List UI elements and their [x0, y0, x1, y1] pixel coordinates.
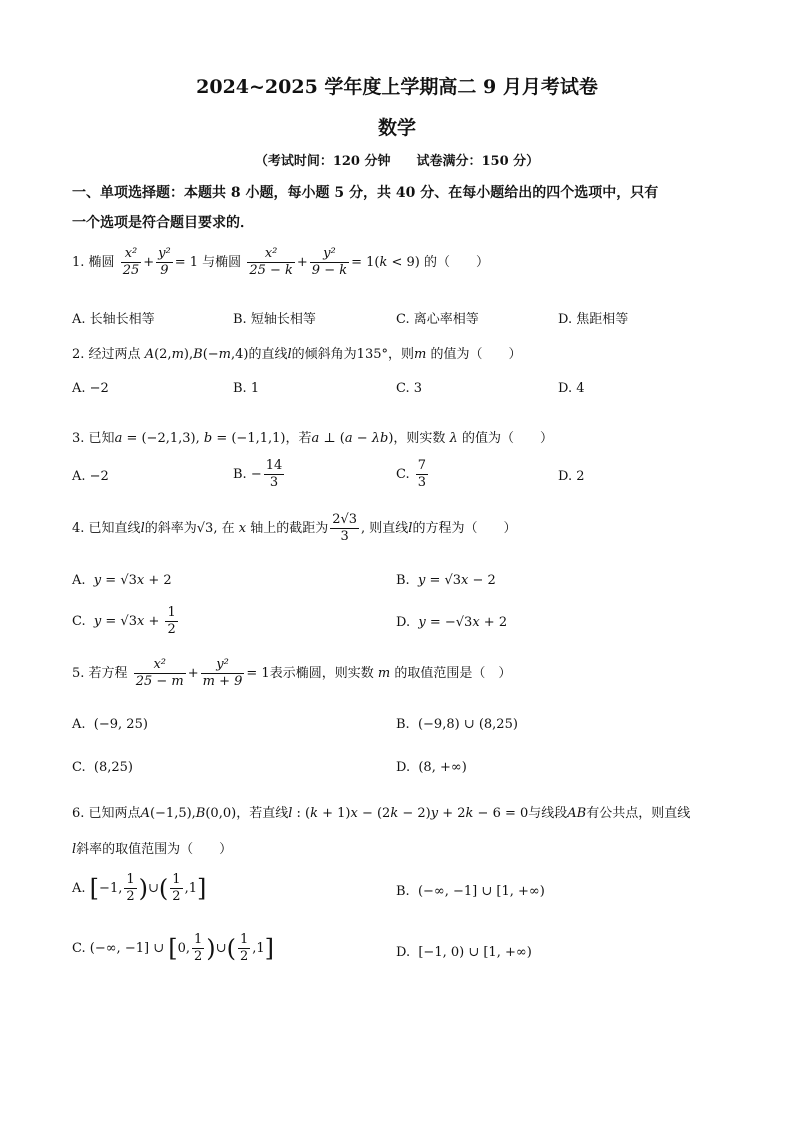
question-text: 的方程为（ ）: [412, 521, 517, 536]
question-number: 6.: [72, 806, 85, 821]
question-text: ，则: [388, 347, 415, 362]
section-heading-line1: 一、单项选择题：本题共 8 小题，每小题 5 分，共 40 分、在每小题给出的四个选项中，只有: [72, 185, 659, 201]
q5-option-a: A. (−9, 25): [72, 717, 148, 732]
variable-lambda: λ: [445, 431, 462, 446]
vector-definitions: a = (−2,1,3), b = (−1,1,1): [114, 431, 286, 446]
question-text: , 在: [213, 521, 235, 536]
question-text: 轴上的截距为: [250, 521, 329, 536]
angle-value: 135°: [356, 347, 388, 362]
q3-option-b: B. − $\frac{14}{3}$: [233, 458, 283, 490]
q6-option-a: A. [−1, $\frac{1}{2}$ )∪( $\frac{1}{2}$ ,1]: [72, 872, 207, 904]
q5-option-d: D. (8, +∞): [396, 760, 467, 775]
question-text: 的直线: [248, 347, 288, 362]
line-symbol: l: [140, 521, 145, 536]
q3-option-a: A. −2: [72, 469, 109, 484]
q4-option-d: D. y = −√3x + 2: [396, 615, 508, 630]
variable-m: m: [414, 347, 427, 362]
question-text: 斜率的取值范围为（ ）: [76, 842, 233, 857]
q2-option-d: D. 4: [558, 381, 585, 396]
q5-option-b: B. (−9,8) ∪ (8,25): [396, 717, 518, 732]
q5-option-c: C. (8,25): [72, 760, 133, 775]
question-number: 4.: [72, 521, 85, 536]
question-3: [72, 427, 553, 446]
segment-ab: AB: [567, 806, 587, 821]
option-label: A.: [72, 717, 86, 732]
question-text: ，则实数: [393, 431, 446, 446]
option-label: C.: [396, 467, 410, 482]
question-number: 1.: [72, 255, 85, 270]
question-number: 2.: [72, 347, 85, 362]
option-label: B.: [233, 467, 247, 482]
question-text: 的值为（ ）: [461, 431, 553, 446]
q3-option-d: D. 2: [558, 469, 585, 484]
q6-option-d: D. [−1, 0) ∪ [1, +∞): [396, 945, 532, 960]
option-label: C.: [72, 614, 86, 629]
option-label: A.: [72, 573, 86, 588]
option-label: B.: [396, 884, 410, 899]
points-expression: A(2,m),B(−m,4): [144, 347, 249, 362]
q1-option-a: A. 长轴长相等: [72, 312, 155, 327]
question-1: [72, 246, 489, 279]
question-text: ，若: [285, 431, 312, 446]
q1-option-c: C. 离心率相等: [396, 312, 479, 327]
question-2: [72, 343, 522, 362]
question-text: ，若直线: [236, 806, 289, 821]
q1-option-b: B. 短轴长相等: [233, 312, 316, 327]
question-text: 与椭圆: [202, 255, 242, 270]
option-label: B.: [396, 717, 410, 732]
q2-option-b: B. 1: [233, 381, 260, 396]
question-text: 表示椭圆，则实数: [269, 666, 374, 681]
section-heading-line2: 一个选项是符合题目要求的．: [72, 215, 254, 231]
equation: $\frac{\text{x²}}{25 - m}$ + $\frac{\text{y²}}{m + 9}$ = 1: [135, 657, 270, 689]
question-6-line1: [72, 802, 690, 821]
question-text: 已知两点: [88, 806, 141, 821]
option-label: B.: [396, 573, 410, 588]
perpendicular-condition: a ⊥ (a − λb): [311, 431, 394, 446]
question-text: 若方程: [88, 666, 128, 681]
q6-option-b: B. (−∞, −1] ∪ [1, +∞): [396, 884, 545, 899]
question-text: 已知: [88, 431, 115, 446]
question-text: 的斜率为: [144, 521, 197, 536]
slope-value: √3: [196, 521, 214, 536]
q4-option-c: C. y = √3x + $\frac{1}{2}$: [72, 605, 176, 637]
q2-option-a: A. −2: [72, 381, 109, 396]
exam-title: 2024~2025 学年度上学期高二 9 月月考试卷: [196, 76, 598, 98]
option-label: C.: [72, 941, 86, 956]
line-equation: l : (k + 1)x − (2k − 2)y + 2k − 6 = 0: [288, 806, 529, 821]
question-text: 的（ ）: [424, 255, 490, 270]
axis-x: x: [234, 521, 251, 536]
exam-meta: （考试时间：120 分钟 试卷满分：150 分）: [254, 154, 540, 169]
ellipse-equation-1: $\frac{\text{x²}}{25}$ + $\frac{\text{y²}}{9}$ = 1: [122, 246, 199, 278]
question-text: , 则直线: [361, 521, 409, 536]
question-6-line2: [72, 838, 232, 857]
question-4: [72, 512, 516, 545]
q4-option-b: B. y = √3x − 2: [396, 573, 496, 588]
question-text: 的取值范围是（ ）: [394, 666, 512, 681]
q2-option-c: C. 3: [396, 381, 423, 396]
question-number: 3.: [72, 431, 85, 446]
ellipse-equation-2: $\frac{\text{x²}}{25 - k}$ + $\frac{\text{y²}}{9 - k}$ = 1(k < 9): [249, 246, 420, 278]
q1-option-d: D. 焦距相等: [558, 312, 629, 327]
points-expression: A(−1,5),B(0,0): [140, 806, 237, 821]
question-5: [72, 657, 511, 690]
line-symbol: l: [72, 842, 77, 857]
question-text: 与线段: [528, 806, 568, 821]
question-number: 5.: [72, 666, 85, 681]
question-text: 已知直线: [88, 521, 141, 536]
question-text: 有公共点，则直线: [586, 806, 691, 821]
line-symbol: l: [287, 347, 292, 362]
intercept-fraction: $\frac{2√3}{3}$: [332, 512, 358, 544]
option-label: A.: [72, 881, 86, 896]
subject-title: 数学: [377, 117, 416, 139]
option-label: C.: [72, 760, 86, 775]
question-text: 椭圆: [88, 255, 115, 270]
question-text: 的倾斜角为: [291, 347, 357, 362]
option-label: D.: [396, 760, 411, 775]
question-text: 经过两点: [88, 347, 141, 362]
q3-option-c: C. $\frac{7}{3}$: [396, 458, 427, 490]
question-text: 的值为（ ）: [430, 347, 522, 362]
variable-m: m: [373, 666, 395, 681]
option-label: D.: [396, 615, 411, 630]
line-symbol: l: [408, 521, 413, 536]
option-label: D.: [396, 945, 411, 960]
q6-option-c: C. (−∞, −1] ∪ [0, $\frac{1}{2}$ )∪( $\frac{1}{2}$ ,1]: [72, 932, 274, 964]
q4-option-a: A. y = √3x + 2: [72, 573, 172, 588]
